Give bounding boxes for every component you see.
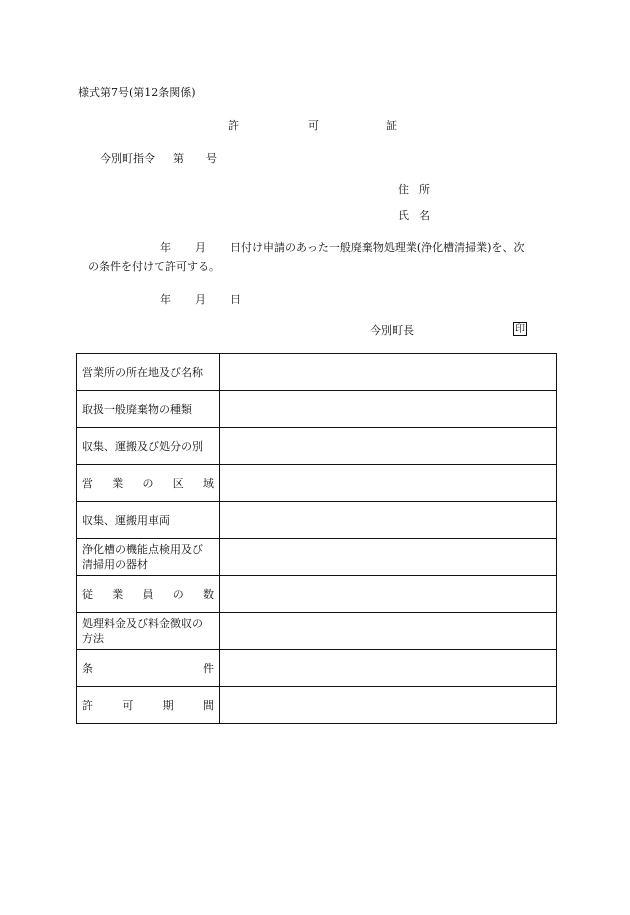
doc-number-go: 号 bbox=[206, 152, 217, 165]
label-char: 可 bbox=[122, 698, 134, 712]
label-char: 件 bbox=[203, 661, 214, 675]
row-value[interactable] bbox=[220, 613, 557, 650]
issue-date-day: 日 bbox=[230, 293, 241, 306]
label-char: 間 bbox=[202, 698, 214, 712]
doc-number-dai: 第 bbox=[173, 152, 184, 165]
body-year: 年 bbox=[160, 241, 171, 254]
table-row bbox=[77, 613, 557, 650]
row-label bbox=[77, 650, 220, 687]
permit-details-table bbox=[76, 353, 557, 724]
row-value[interactable] bbox=[220, 539, 557, 576]
row-value[interactable] bbox=[220, 391, 557, 428]
title-char-3: 証 bbox=[386, 119, 397, 132]
label-char: の bbox=[172, 587, 184, 601]
body-text-line-2: の条件を付けて許可する。 bbox=[88, 260, 220, 273]
label-char: 業 bbox=[112, 476, 124, 490]
title-char-2: 可 bbox=[308, 119, 319, 132]
name-label-char-2: 名 bbox=[419, 209, 430, 222]
label-char: 従 bbox=[82, 587, 93, 601]
row-value[interactable] bbox=[220, 687, 557, 724]
row-label: 収集、運搬及び処分の別 bbox=[77, 428, 220, 465]
label-line-2: 方法 bbox=[82, 632, 104, 645]
document-title bbox=[228, 119, 400, 133]
row-label bbox=[77, 465, 220, 502]
table-row bbox=[77, 428, 557, 465]
row-label: 取扱一般廃棄物の種類 bbox=[77, 391, 220, 428]
row-value[interactable] bbox=[220, 354, 557, 391]
row-label bbox=[77, 613, 220, 650]
table-row bbox=[77, 465, 557, 502]
issue-date bbox=[160, 293, 241, 307]
doc-number-prefix: 今別町指令 bbox=[100, 152, 155, 165]
label-line-1: 浄化槽の機能点検用及び bbox=[82, 543, 203, 556]
table-row bbox=[77, 650, 557, 687]
issuer-title: 今別町長 bbox=[370, 324, 414, 337]
row-value[interactable] bbox=[220, 428, 557, 465]
form-number: 様式第7号(第12条関係) bbox=[78, 86, 196, 99]
label-char: 許 bbox=[82, 698, 93, 712]
row-value[interactable] bbox=[220, 465, 557, 502]
issue-date-year: 年 bbox=[160, 293, 171, 306]
label-char: 期 bbox=[162, 698, 174, 712]
label-char: 員 bbox=[142, 587, 154, 601]
label-char: 業 bbox=[112, 587, 124, 601]
name-label-char-1: 氏 bbox=[398, 209, 409, 222]
document-number bbox=[100, 152, 217, 166]
table-row bbox=[77, 576, 557, 613]
row-label: 収集、運搬用車両 bbox=[77, 502, 220, 539]
label-char: の bbox=[142, 476, 154, 490]
label-char: 条 bbox=[82, 661, 93, 675]
table-row bbox=[77, 539, 557, 576]
body-text-line-1 bbox=[160, 241, 524, 255]
label-char: 区 bbox=[172, 476, 184, 490]
label-char: 営 bbox=[82, 476, 93, 490]
address-label bbox=[398, 183, 430, 197]
address-label-char-2: 所 bbox=[419, 183, 430, 196]
body-line-1-rest: 日付け申請のあった一般廃棄物処理業(浄化槽清掃業)を、次 bbox=[230, 241, 525, 254]
seal-mark: 印 bbox=[515, 324, 525, 335]
address-label-char-1: 住 bbox=[398, 183, 409, 196]
table-row bbox=[77, 391, 557, 428]
issue-date-month: 月 bbox=[195, 293, 206, 306]
row-value[interactable] bbox=[220, 502, 557, 539]
row-value[interactable] bbox=[220, 650, 557, 687]
row-value[interactable] bbox=[220, 576, 557, 613]
label-line-2: 清掃用の器材 bbox=[82, 558, 148, 571]
row-label bbox=[77, 687, 220, 724]
row-label bbox=[77, 576, 220, 613]
table-row bbox=[77, 354, 557, 391]
label-line-1: 処理料金及び料金徴収の bbox=[82, 617, 203, 630]
label-char: 数 bbox=[203, 587, 214, 601]
row-label bbox=[77, 539, 220, 576]
table-row bbox=[77, 687, 557, 724]
label-char: 域 bbox=[203, 476, 214, 490]
row-label: 営業所の所在地及び名称 bbox=[77, 354, 220, 391]
table-row bbox=[77, 502, 557, 539]
body-month: 月 bbox=[195, 241, 206, 254]
title-char-1: 許 bbox=[228, 119, 239, 132]
name-label bbox=[398, 209, 430, 223]
